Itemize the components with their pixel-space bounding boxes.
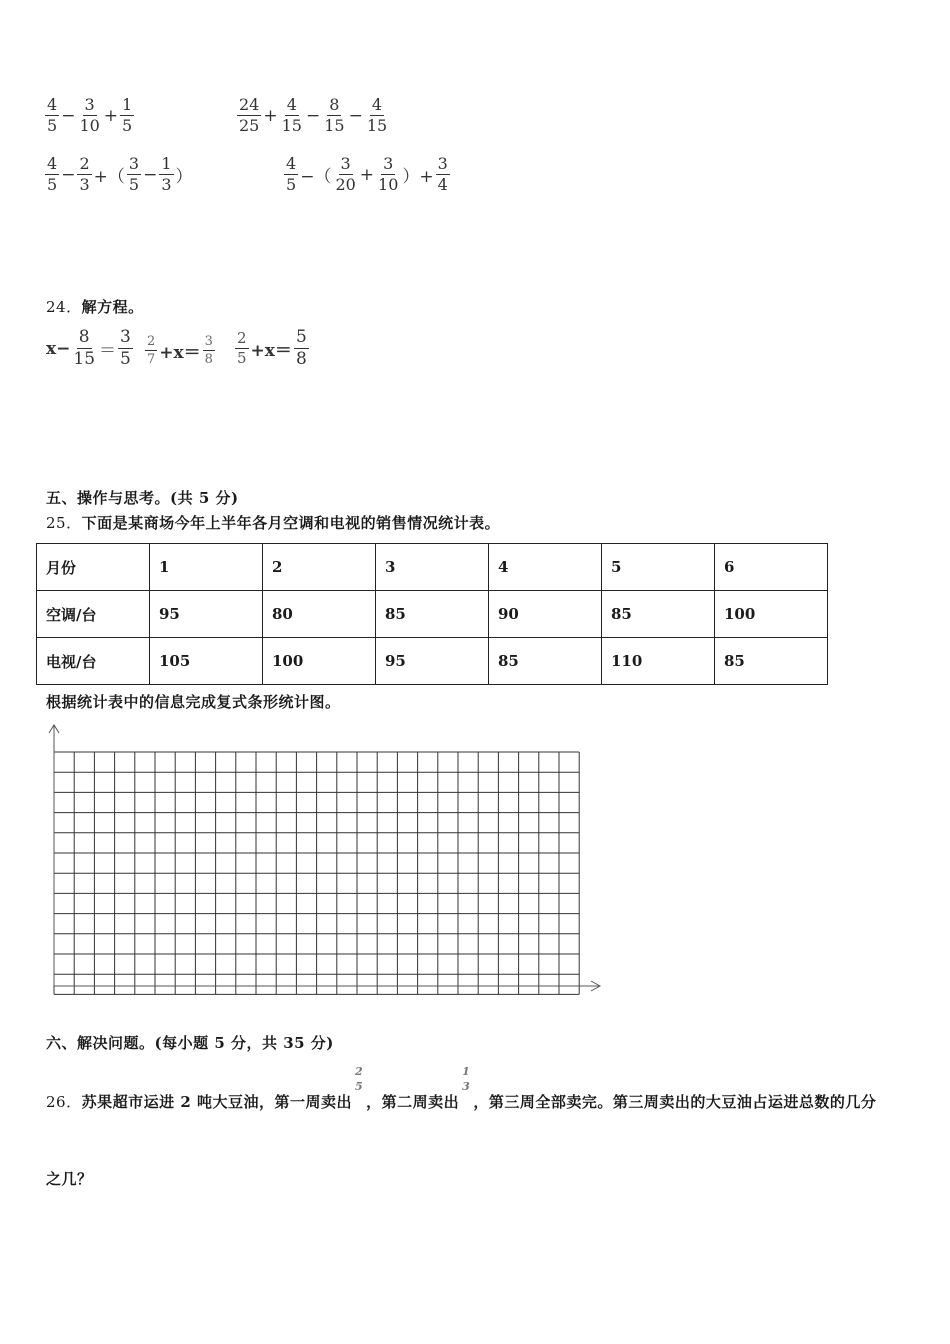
fraction: $\frac{4}{15}$ — [281, 95, 302, 135]
fraction: 2 5 — [354, 1065, 364, 1093]
fraction: $\frac{3}{4}$ — [437, 154, 448, 194]
fraction: 1 3 — [462, 1065, 471, 1093]
chart-instruction: 根据统计表中的信息完成复式条形统计图。 — [46, 693, 341, 711]
equation-2: $\frac{2}{7}$ +x＝ $\frac{3}{8}$ — [147, 334, 213, 367]
axes — [49, 725, 600, 991]
fraction: $\frac{3}{8}$ — [204, 334, 213, 367]
fraction: $\frac{3}{10}$ — [79, 95, 100, 135]
expression-1: $\frac{4}{5}$ − $\frac{3}{10}$ + $\frac{1}{5}$ — [47, 95, 133, 135]
fraction: $\frac{4}{5}$ — [286, 154, 297, 194]
fraction: $\frac{1}{3}$ — [161, 154, 172, 194]
table-cell: 5 — [602, 544, 715, 591]
question-25-text: 25．下面是某商场今年上半年各月空调和电视的销售情况统计表。 — [46, 514, 501, 532]
question-26-text-cont: 之几？ — [46, 1170, 93, 1188]
table-cell: 月份 — [37, 544, 150, 591]
fraction: $\frac{2}{5}$ — [237, 329, 247, 367]
expression-4: $\frac{4}{5}$ −（ $\frac{3}{20}$ + $\frac{3}{10}$ ）+ $\frac{3}{4}$ — [286, 154, 448, 194]
fraction: $\frac{8}{15}$ — [324, 95, 345, 135]
question-26-text: 26． 苏果超市运进 2 吨大豆油，第一周卖出 2 5 ，第二周卖出 1 3 ，第三周全部卖完。第三周卖出的大豆油占运进总数的几分 — [46, 1065, 877, 1111]
fraction: $\frac{8}{15}$ — [73, 327, 96, 369]
fraction: $\frac{2}{3}$ — [79, 154, 90, 194]
section-6-title: 六、解决问题。(每小题 5 分，共 35 分) — [46, 1034, 334, 1052]
table-cell: 3 — [376, 544, 489, 591]
table-cell: 85 — [715, 638, 828, 685]
equation-3: $\frac{2}{5}$ +x＝ $\frac{5}{8}$ — [237, 327, 307, 369]
table-cell: 6 — [715, 544, 828, 591]
sales-table — [36, 543, 828, 685]
section-5-title: 五、操作与思考。(共 5 分) — [46, 489, 239, 507]
table-cell: 100 — [715, 591, 828, 638]
table-cell: 85 — [602, 591, 715, 638]
fraction: $\frac{24}{25}$ — [239, 95, 260, 135]
table-cell: 4 — [489, 544, 602, 591]
fraction: $\frac{3}{5}$ — [128, 154, 140, 194]
table-cell: 电视/台 — [37, 638, 150, 685]
blank-chart-grid — [40, 720, 610, 1000]
table-cell: 80 — [263, 591, 376, 638]
table-cell: 85 — [376, 591, 489, 638]
table-cell: 100 — [263, 638, 376, 685]
expression-2: $\frac{24}{25}$ + $\frac{4}{15}$ − $\frac{8}{15}$ − $\frac{4}{15}$ — [239, 95, 388, 135]
fraction: $\frac{5}{8}$ — [295, 327, 307, 369]
table-cell: 105 — [150, 638, 263, 685]
table-header-row — [37, 544, 828, 591]
fraction: $\frac{1}{5}$ — [122, 95, 133, 135]
equation-1: x− $\frac{8}{15}$ ＝ $\frac{3}{5}$ — [46, 327, 131, 369]
question-24-title: 24．解方程。 — [46, 298, 144, 316]
fraction: $\frac{2}{7}$ — [147, 334, 156, 367]
table-row — [37, 638, 828, 685]
table-cell: 90 — [489, 591, 602, 638]
table-cell: 110 — [602, 638, 715, 685]
table-cell: 1 — [150, 544, 263, 591]
expression-3: $\frac{4}{5}$ − $\frac{2}{3}$ +（ $\frac{3}{5}$ − $\frac{1}{3}$ ） — [47, 154, 193, 194]
table-cell: 2 — [263, 544, 376, 591]
fraction: $\frac{3}{10}$ — [378, 154, 399, 194]
fraction: $\frac{3}{20}$ — [335, 154, 356, 194]
table-cell: 95 — [376, 638, 489, 685]
table-cell: 85 — [489, 638, 602, 685]
table-row — [37, 591, 828, 638]
fraction: $\frac{4}{5}$ — [47, 154, 58, 194]
fraction: $\frac{4}{5}$ — [47, 95, 58, 135]
grid-lines — [54, 752, 579, 994]
fraction: $\frac{3}{5}$ — [120, 327, 131, 369]
table-cell: 95 — [150, 591, 263, 638]
fraction: $\frac{4}{15}$ — [366, 95, 388, 135]
table-cell: 空调/台 — [37, 591, 150, 638]
